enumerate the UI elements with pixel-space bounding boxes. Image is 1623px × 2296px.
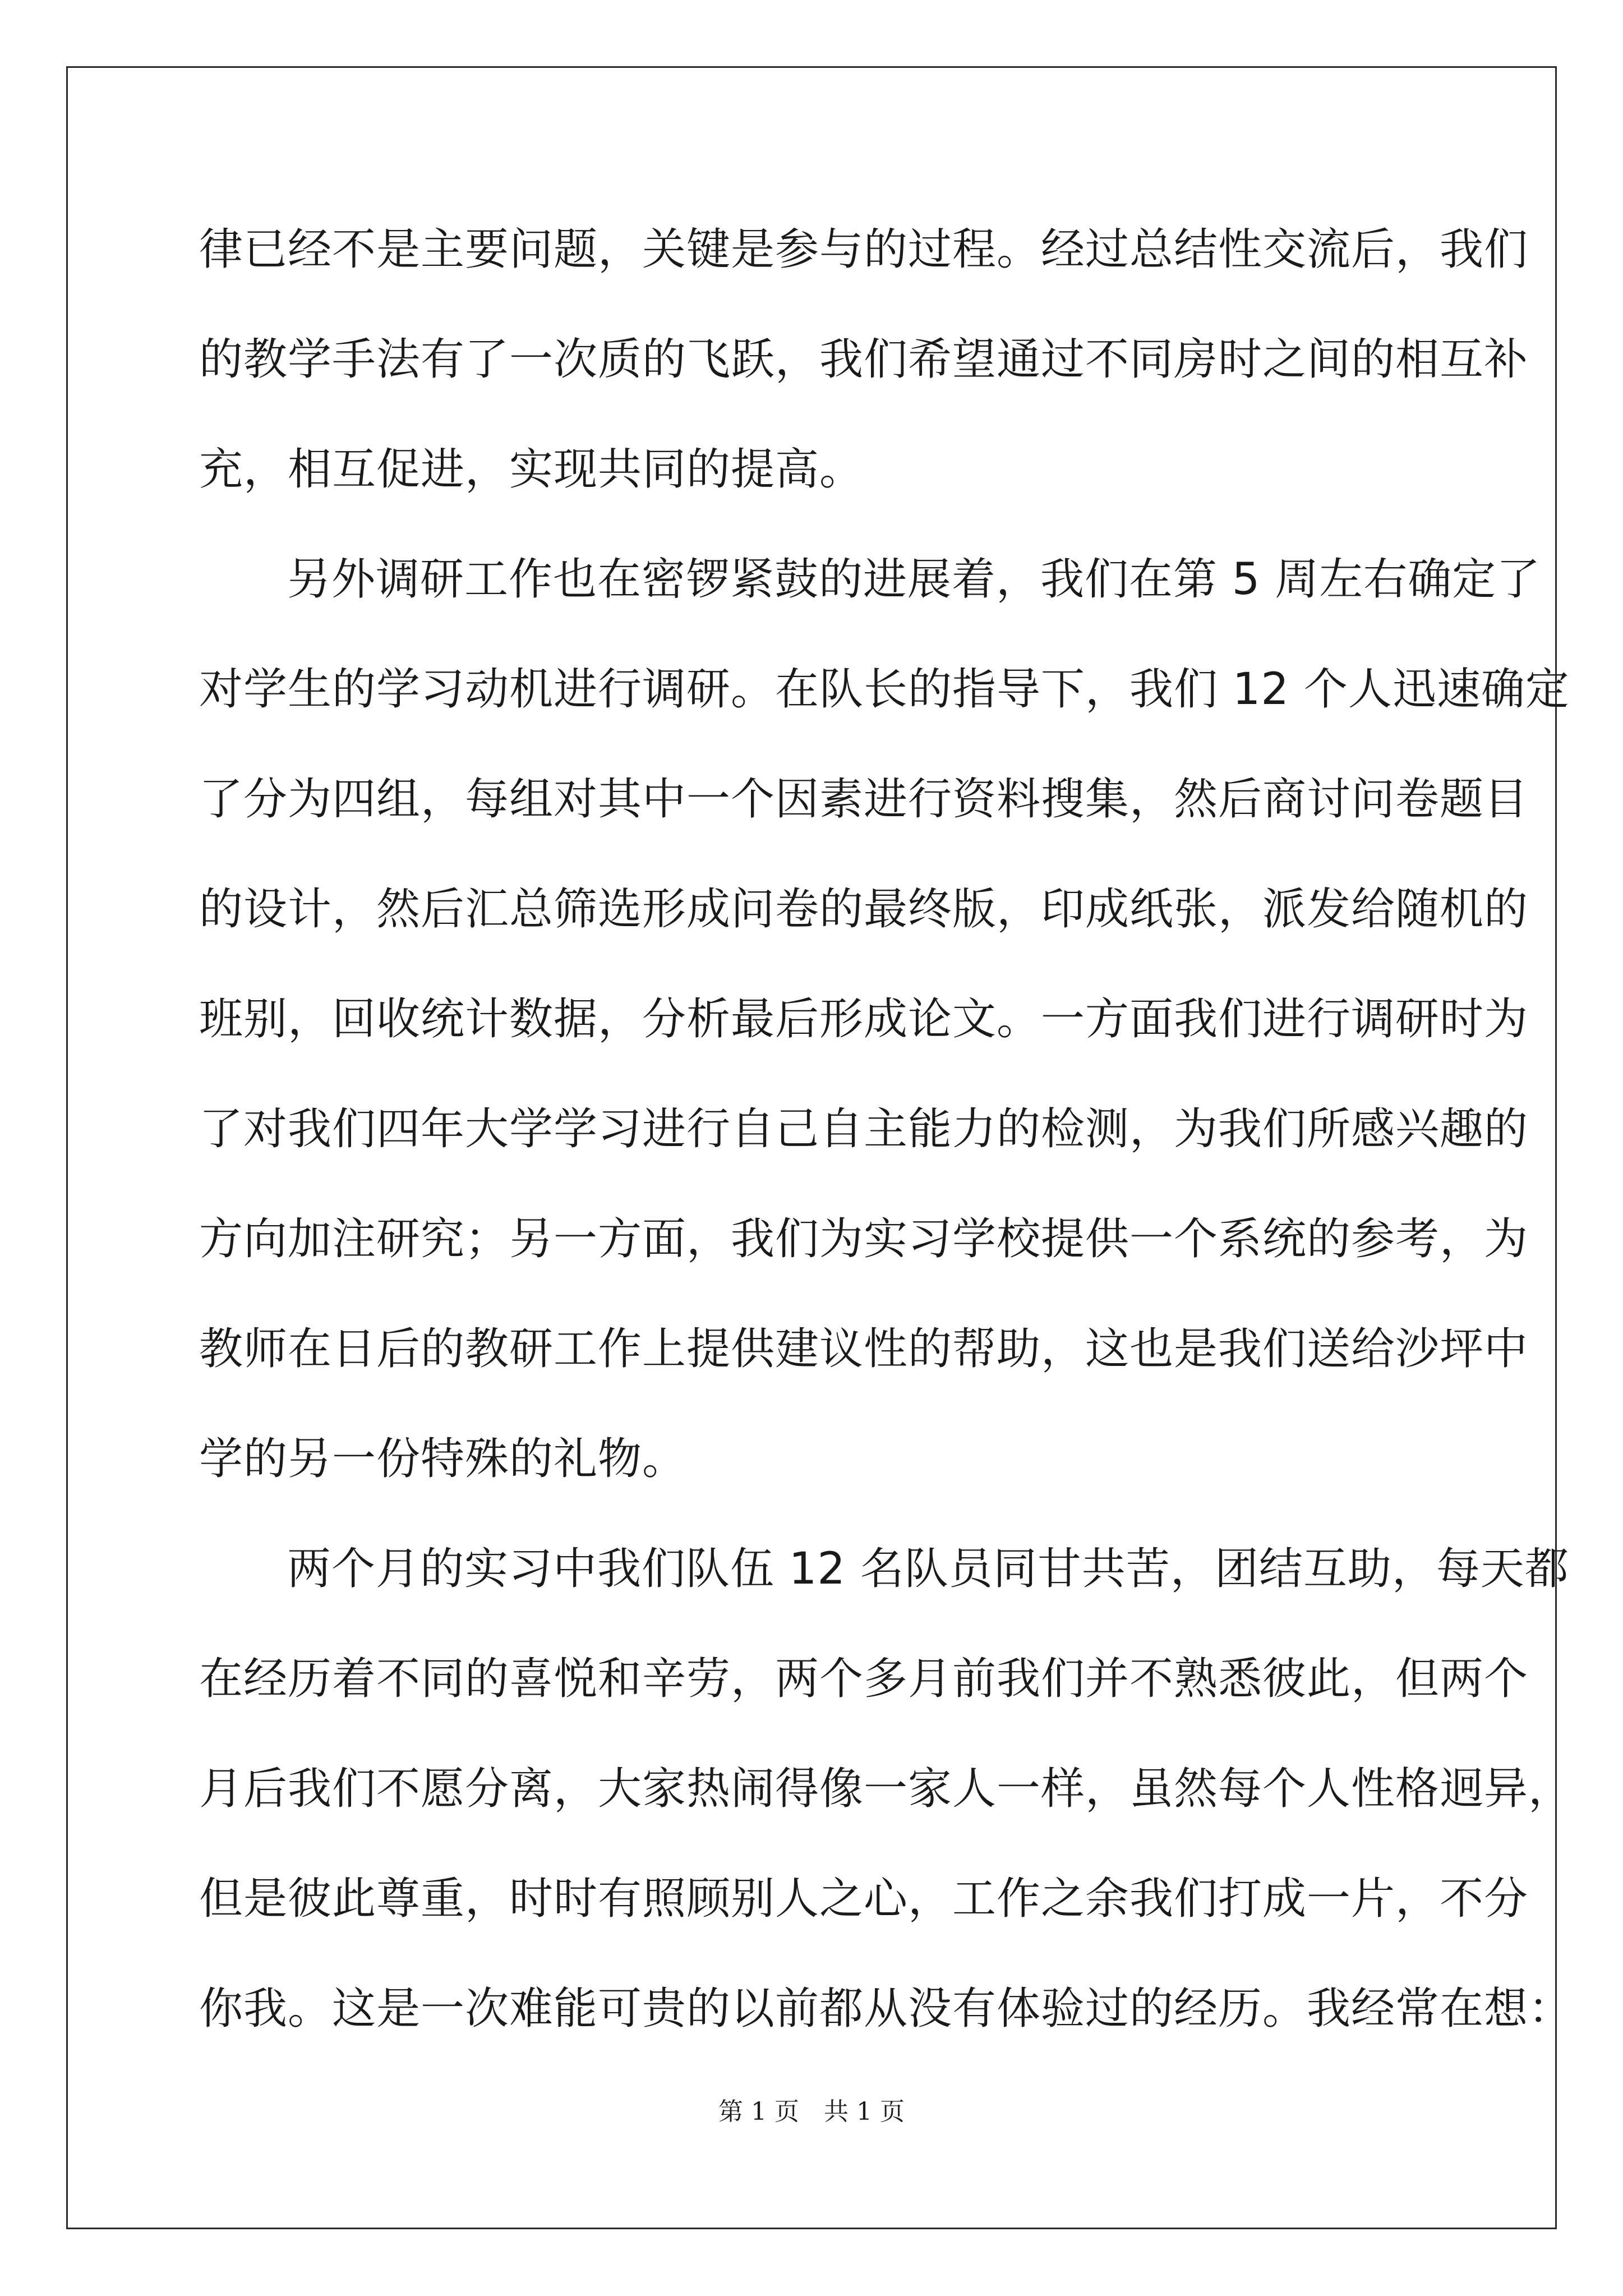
text-line: 了对我们四年大学学习进行自己自主能力的检测，为我们所感兴趣的 [199, 1104, 1529, 1154]
text-line: 你我。这是一次难能可贵的以前都从没有体验过的经历。我经常在想： [199, 1984, 1573, 2034]
paragraph-start-line: 两个月的实习中我们队伍 12 名队员同甘共苦，团结互助，每天都 [287, 1544, 1569, 1594]
text-line: 对学生的学习动机进行调研。在队长的指导下，我们 12 个人迅速确定 [199, 664, 1570, 715]
text-line: 充，相互促进，实现共同的提高。 [199, 444, 864, 495]
text-line: 在经历着不同的喜悦和辛劳，两个多月前我们并不熟悉彼此，但两个 [199, 1654, 1529, 1704]
text-line: 的教学手法有了一次质的飞跃，我们希望通过不同房时之间的相互补 [199, 334, 1529, 385]
text-line: 了分为四组，每组对其中一个因素进行资料搜集，然后商讨问卷题目 [199, 774, 1529, 825]
text-line: 但是彼此尊重，时时有照顾别人之心，工作之余我们打成一片，不分 [199, 1874, 1529, 1924]
text-line: 的设计，然后汇总筛选形成问卷的最终版，印成纸张，派发给随机的 [199, 884, 1529, 935]
text-line: 律已经不是主要问题，关键是参与的过程。经过总结性交流后，我们 [199, 224, 1529, 275]
text-line: 教师在日后的教研工作上提供建议性的帮助，这也是我们送给沙坪中 [199, 1324, 1529, 1374]
page-number-footer: 第 1 页 共 1 页 [718, 2097, 905, 2126]
text-line: 月后我们不愿分离，大家热闹得像一家人一样，虽然每个人性格迥异， [199, 1764, 1573, 1814]
text-line: 学的另一份特殊的礼物。 [199, 1434, 687, 1484]
paragraph-start-line: 另外调研工作也在密锣紧鼓的进展着，我们在第 5 周左右确定了 [287, 554, 1541, 605]
text-line: 方向加注研究；另一方面，我们为实习学校提供一个系统的参考，为 [199, 1214, 1529, 1264]
text-line: 班别，回收统计数据，分析最后形成论文。一方面我们进行调研时为 [199, 994, 1529, 1045]
